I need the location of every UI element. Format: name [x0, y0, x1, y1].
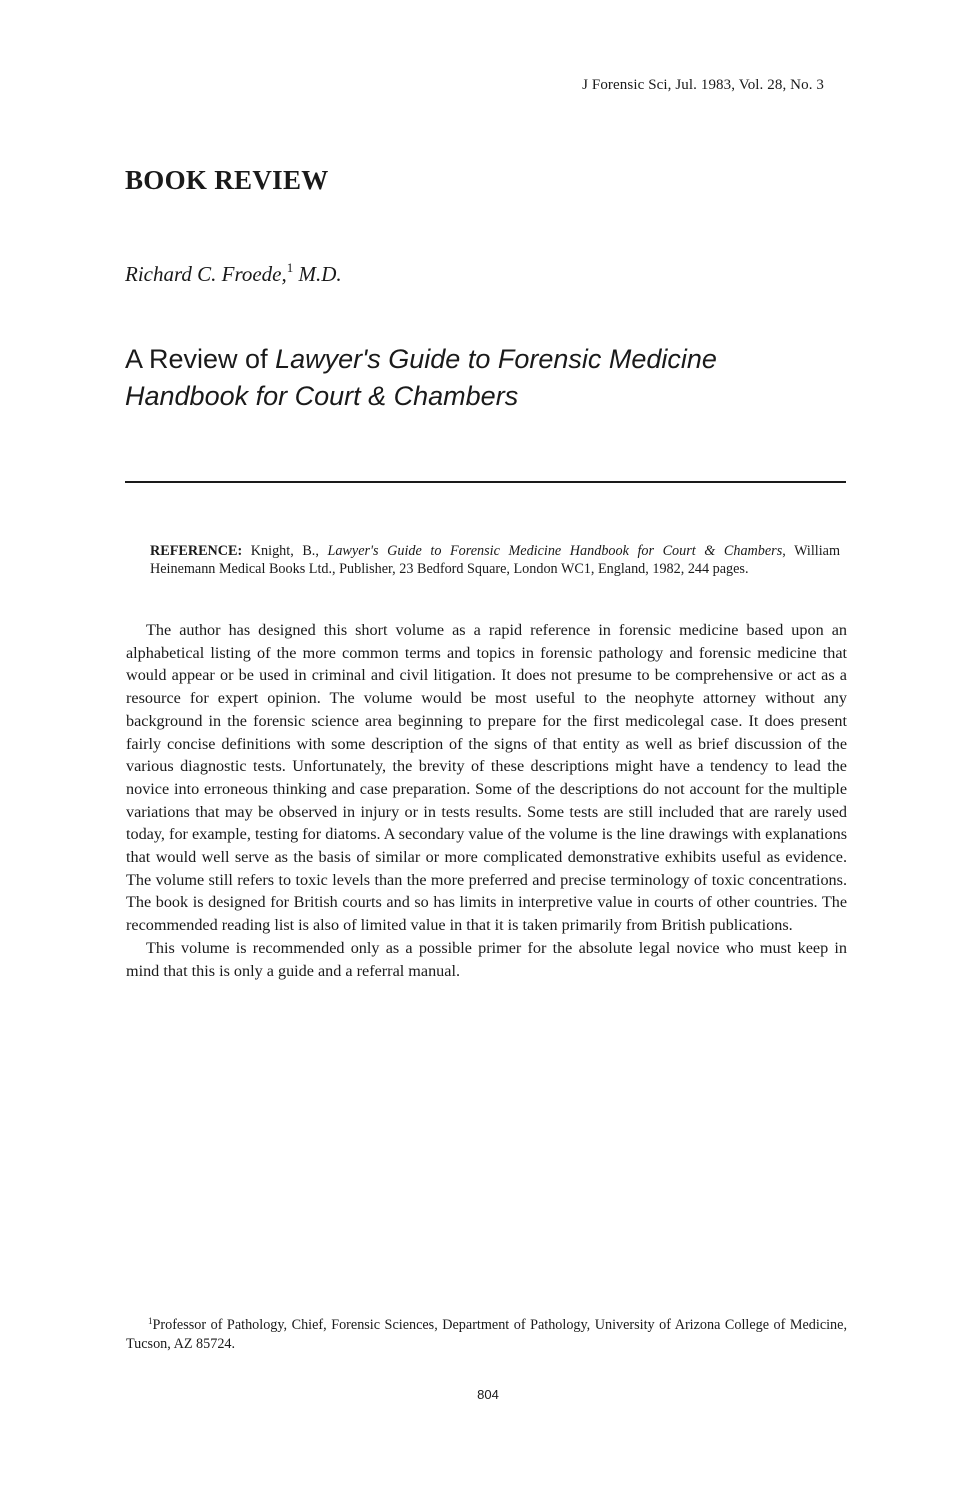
book-title-line2: Handbook for Court & Chambers [125, 381, 519, 411]
title-divider [125, 481, 846, 483]
author-name: Richard C. Froede, [125, 262, 287, 286]
book-title-line1: Lawyer's Guide to Forensic Medicine [275, 344, 717, 374]
reference-block [150, 542, 840, 578]
reference-details: , William Heinemann Medical Books Ltd., Publisher, 23 Bedford Square, London WC1, England, 1982, 244 pages. [150, 543, 840, 577]
section-heading: BOOK REVIEW [125, 165, 329, 195]
footnote-mark: 1 [148, 1316, 153, 1326]
author-line [125, 260, 342, 287]
title-prefix: A Review of [125, 344, 276, 374]
footnote [126, 1312, 847, 1354]
reference-book-title: Lawyer's Guide to Forensic Medicine Handbook for Court & Chambers [327, 543, 783, 559]
reference-label: REFERENCE: [150, 543, 243, 559]
author-degree: M.D. [298, 262, 342, 286]
review-body [126, 619, 847, 982]
body-paragraph: This volume is recommended only as a possible primer for the absolute legal novice who must keep in mind that this is only a guide and a referral manual. [126, 938, 847, 980]
page-number: 804 [477, 1387, 499, 1402]
journal-header: J Forensic Sci, Jul. 1983, Vol. 28, No. 3 [582, 77, 824, 93]
author-footnote-mark: 1 [286, 260, 294, 275]
footnote-text: Professor of Pathology, Chief, Forensic Sciences, Department of Pathology, University of Arizona College of Medicine, Tucson, AZ 85724. [126, 1317, 847, 1352]
reference-author: Knight, B., [242, 543, 328, 559]
article-title [125, 341, 885, 415]
body-paragraph: The author has designed this short volume as a rapid reference in forensic medicine based upon an alphabetical listing of the more common terms and topics in forensic pathology and forensic medicine that would appear or be used in criminal and civil litigation. It does not presume to be comprehensive or act as a resource for expert opinion. The volume would be most useful to the neophyte attorney without any background in the forensic science area beginning to prepare for the first medicolegal case. It does present fairly concise definitions with some description of the signs of that entity as well as brief discussion of the various diagnostic tests. Unfortunately, the brevity of these descriptions might have a tendency to lead the novice into erroneous thinking and case preparation. Some of the descriptions do not account for the multiple variations that may be observed in injury or in tests results. Some tests are still included that are rarely used today, for example, testing for diatoms. A secondary value of the volume is the line drawings with explanations that would well serve as the basis of similar or more complicated demonstrative exhibits useful as evidence. The volume still refers to toxic levels than the more preferred and precise terminology of toxic concentrations. The book is designed for British courts and so has limits in interpretive value in courts of other countries. The recommended reading list is also of limited value in that it is taken primarily from British publications. [126, 621, 847, 935]
